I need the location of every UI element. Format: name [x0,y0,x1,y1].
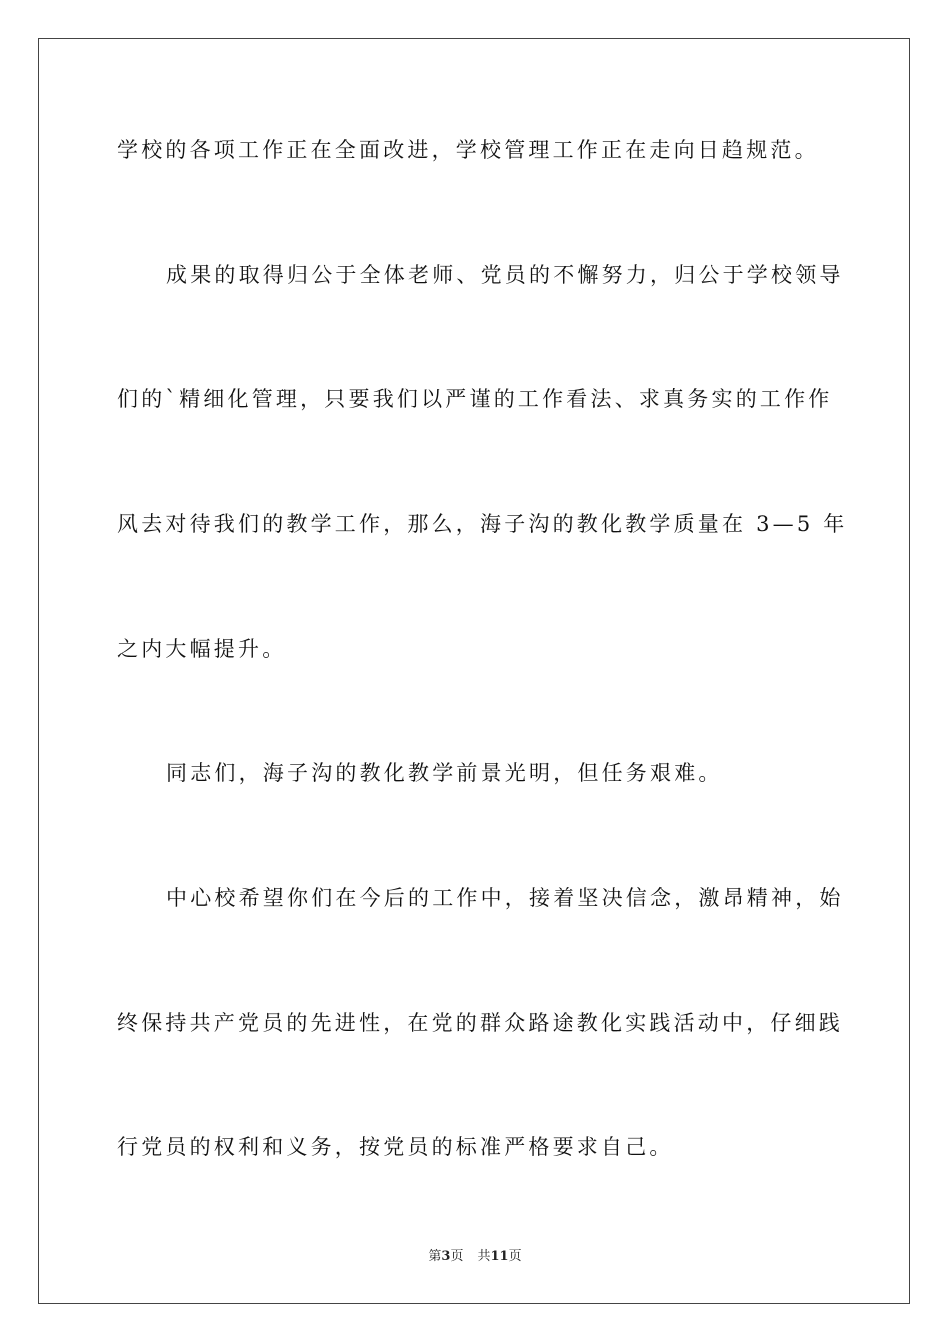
paragraph-line: 同志们，海子沟的教化教学前景光明，但任务艰难。 [166,761,723,785]
paragraph-line: 中心校希望你们在今后的工作中，接着坚决信念，激昂精神，始 [166,886,844,910]
page-prefix: 第 [428,1249,442,1264]
paragraph-line: 之内大幅提升。 [117,637,287,661]
page-footer [0,1249,950,1265]
total-suffix: 页 [508,1249,522,1264]
paragraph-line: 风去对待我们的教学工作，那么，海子沟的教化教学质量在 3—5 年 [117,512,848,536]
paragraph-line: 学校的各项工作正在全面改进，学校管理工作正在走向日趋规范。 [117,138,819,162]
paragraph-line: 成果的取得归公于全体老师、党员的不懈努力，归公于学校领导 [166,263,844,287]
paragraph-line: 行党员的权利和义务，按党员的标准严格要求自己。 [117,1135,674,1159]
page-number: 3 [441,1249,451,1264]
paragraph-line: 们的`精细化管理，只要我们以严谨的工作看法、求真务实的工作作 [117,387,833,411]
page-suffix: 页 [450,1249,464,1264]
paragraph-line: 终保持共产党员的先进性，在党的群众路途教化实践活动中，仔细践 [117,1011,843,1035]
page-border [38,38,910,1304]
total-prefix: 共 [477,1249,491,1264]
total-pages: 11 [490,1249,509,1264]
